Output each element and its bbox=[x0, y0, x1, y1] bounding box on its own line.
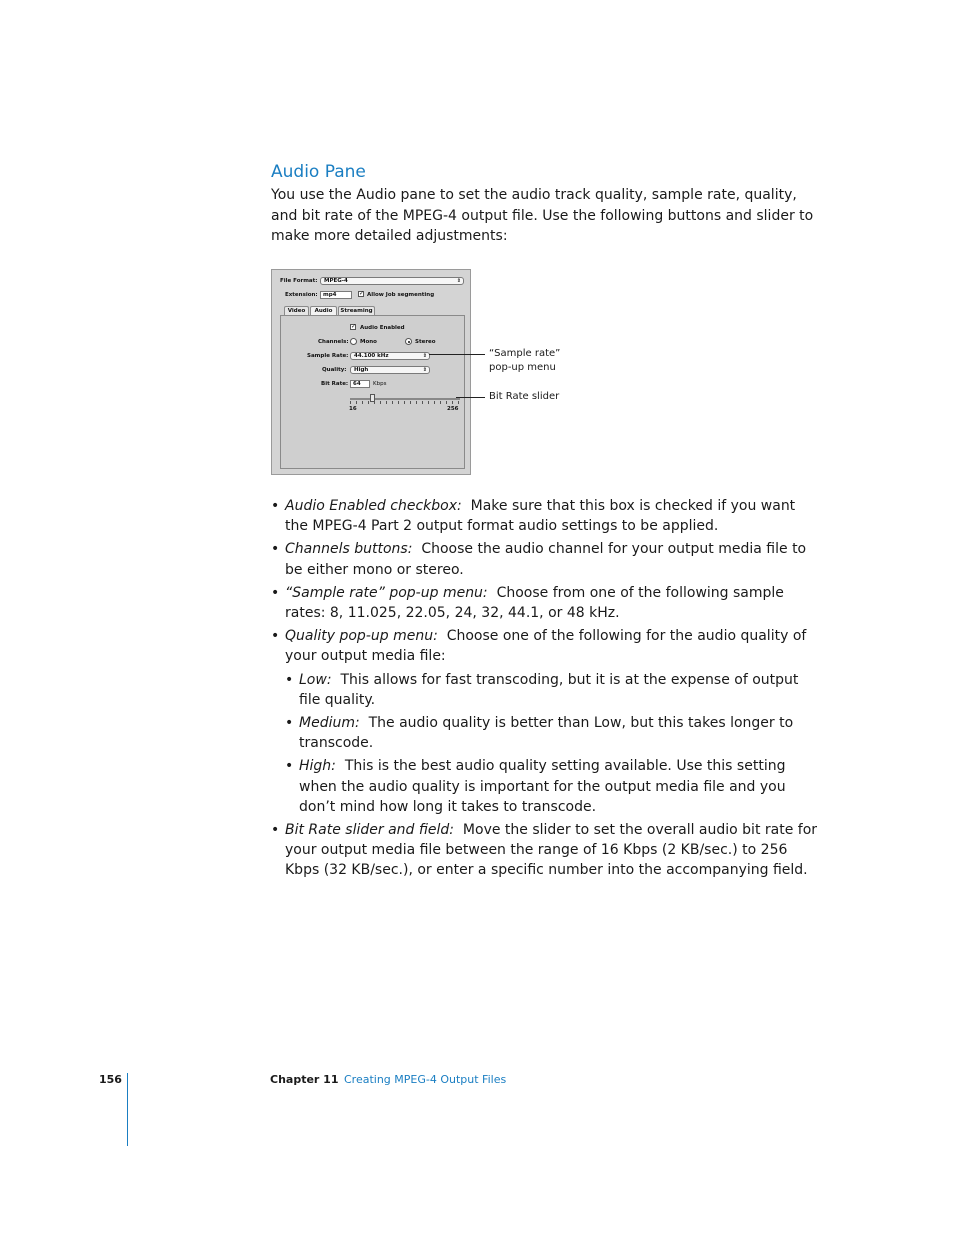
footer-rule bbox=[127, 1073, 128, 1146]
extension-field: mp4 bbox=[320, 291, 352, 299]
file-format-popup bbox=[320, 277, 464, 285]
list-item bbox=[271, 539, 821, 579]
bullet-term: Audio Enabled checkbox: bbox=[285, 498, 462, 514]
bullet-text: Make sure that this box is checked if you want the MPEG-4 Part 2 output format audio settings to be applied. bbox=[285, 498, 796, 535]
stereo-label: Stereo bbox=[415, 339, 436, 345]
bullet-term: Low: bbox=[299, 671, 332, 688]
list-item bbox=[271, 626, 821, 817]
bullet-term: Quality pop-up menu: bbox=[285, 628, 438, 645]
page-number: 156 bbox=[99, 1073, 122, 1086]
list-item bbox=[271, 496, 821, 536]
popup-arrows-icon: ⇕ bbox=[456, 278, 461, 284]
mono-radio bbox=[350, 338, 357, 345]
extension-label: Extension: bbox=[285, 292, 318, 298]
slider-min-label: 16 bbox=[349, 406, 357, 412]
sample-rate-label: Sample Rate: bbox=[307, 353, 349, 359]
quality-sub-list bbox=[285, 670, 821, 817]
bit-rate-callout: Bit Rate slider bbox=[489, 391, 560, 402]
sample-rate-callout-line2: pop-up menu bbox=[489, 362, 556, 373]
audio-enabled-checkbox: ✓ bbox=[351, 323, 357, 330]
quality-popup bbox=[350, 366, 430, 374]
bullet-text: This is the best audio quality setting available. Use this setting when the audio quality is important for the output media file and you don’t mind how long it takes to transcode. bbox=[299, 758, 786, 815]
allow-segmenting-label: Allow Job segmenting bbox=[367, 292, 435, 298]
quality-label: Quality: bbox=[322, 367, 347, 373]
bullet-term: High: bbox=[299, 758, 336, 775]
bullet-term: Channels buttons: bbox=[285, 541, 413, 558]
section-title: Audio Pane bbox=[271, 162, 366, 182]
tab-audio: Audio bbox=[310, 306, 337, 315]
file-format-value: MPEG-4 bbox=[324, 278, 348, 284]
list-item bbox=[271, 820, 821, 881]
allow-segmenting-checkbox: ✓ bbox=[359, 290, 365, 297]
list-item bbox=[285, 756, 821, 817]
bullet-text: Choose the audio channel for your output media file to be either mono or stereo. bbox=[285, 541, 807, 578]
bullet-term: Bit Rate slider and field: bbox=[285, 822, 455, 839]
bit-rate-unit: Kbps bbox=[373, 381, 387, 387]
tab-video: Video bbox=[284, 306, 309, 315]
channels-label: Channels: bbox=[318, 339, 349, 345]
bullet-term: Medium: bbox=[299, 715, 360, 732]
stereo-radio bbox=[405, 338, 412, 345]
bit-rate-slider-track bbox=[350, 398, 460, 400]
bit-rate-slider-ticks bbox=[350, 401, 460, 404]
popup-arrows-icon: ⇕ bbox=[422, 353, 427, 359]
tab-streaming: Streaming bbox=[338, 306, 375, 315]
audio-enabled-label: Audio Enabled bbox=[360, 325, 405, 331]
bullet-text: Move the slider to set the overall audio bit rate for your output media file between the range of 16 Kbps (2 KB/sec.) to 256 Kbps (32 KB/sec.), or enter a specific number into the accompanying field. bbox=[285, 822, 818, 879]
file-format-label: File Format: bbox=[280, 278, 318, 284]
bullet-text: Choose one of the following for the audio quality of your output media file: bbox=[285, 628, 807, 665]
chapter-label: Chapter 11 bbox=[270, 1073, 339, 1086]
bullet-text: The audio quality is better than Low, but this takes longer to transcode. bbox=[299, 715, 794, 752]
bit-rate-field: 64 bbox=[350, 380, 370, 388]
list-item bbox=[271, 583, 821, 623]
bullet-term: “Sample rate” pop-up menu: bbox=[285, 584, 488, 601]
sample-rate-popup bbox=[350, 352, 430, 360]
sample-rate-callout-line1: “Sample rate” bbox=[489, 348, 561, 359]
audio-pane-screenshot bbox=[271, 269, 471, 475]
quality-value: High bbox=[354, 367, 369, 373]
bit-rate-callout-line bbox=[456, 397, 485, 398]
bit-rate-label: Bit Rate: bbox=[321, 381, 349, 387]
intro-paragraph: You use the Audio pane to set the audio track quality, sample rate, quality, and bit rate of the MPEG-4 output file. Use the following buttons and slider to make more detailed adjustments: bbox=[271, 187, 814, 244]
settings-bullet-list bbox=[271, 496, 821, 884]
sample-rate-callout-line bbox=[429, 354, 485, 355]
chapter-title-link[interactable]: Creating MPEG-4 Output Files bbox=[344, 1073, 507, 1086]
popup-arrows-icon: ⇕ bbox=[422, 367, 427, 373]
mono-label: Mono bbox=[360, 339, 377, 345]
sample-rate-callout bbox=[489, 347, 560, 375]
list-item bbox=[285, 670, 821, 710]
slider-max-label: 256 bbox=[447, 406, 459, 412]
bullet-text: Choose from one of the following sample rates: 8, 11.025, 22.05, 24, 32, 44.1, or 48 kHz. bbox=[285, 584, 784, 622]
bullet-text: This allows for fast transcoding, but it is at the expense of output file quality. bbox=[299, 671, 799, 708]
sample-rate-value: 44.100 kHz bbox=[354, 353, 389, 359]
list-item bbox=[285, 713, 821, 753]
